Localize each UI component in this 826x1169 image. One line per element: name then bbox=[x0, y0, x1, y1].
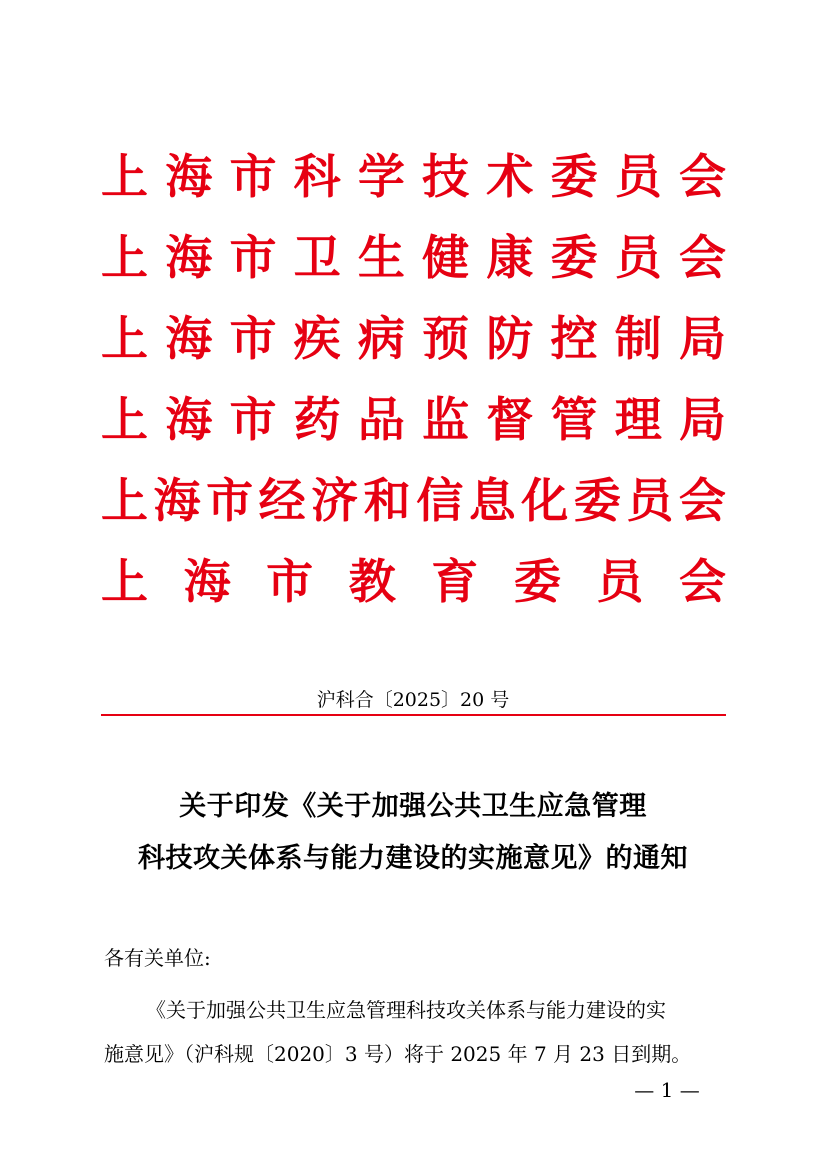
org-row-disease-control-bureau bbox=[101, 299, 726, 380]
org-char: 学 bbox=[357, 150, 405, 205]
org-char: 局 bbox=[678, 393, 726, 448]
org-char: 海 bbox=[153, 474, 201, 529]
org-char: 术 bbox=[486, 150, 534, 205]
org-char: 委 bbox=[573, 474, 621, 529]
org-char: 上 bbox=[101, 150, 148, 205]
org-char: 上 bbox=[101, 555, 148, 610]
document-title bbox=[80, 781, 746, 885]
org-char: 和 bbox=[363, 474, 411, 529]
body-paragraph bbox=[104, 988, 726, 1076]
org-char: 上 bbox=[101, 474, 148, 529]
org-char: 会 bbox=[678, 555, 726, 610]
document-title-line-1: 关于印发《关于加强公共卫生应急管理 bbox=[179, 791, 647, 822]
org-char: 员 bbox=[596, 555, 644, 610]
org-char: 局 bbox=[678, 312, 726, 367]
org-char: 市 bbox=[206, 474, 254, 529]
org-char: 市 bbox=[229, 393, 277, 448]
document-title-line-2: 科技攻关体系与能力建设的实施意见》的通知 bbox=[138, 843, 688, 874]
org-char: 海 bbox=[165, 393, 213, 448]
org-row-education-commission bbox=[101, 542, 726, 623]
org-char: 委 bbox=[513, 555, 561, 610]
org-row-science-technology-commission bbox=[101, 137, 726, 218]
org-char: 教 bbox=[348, 555, 396, 610]
org-char: 上 bbox=[101, 231, 148, 286]
org-char: 海 bbox=[165, 231, 213, 286]
org-char: 海 bbox=[165, 312, 213, 367]
org-char: 健 bbox=[422, 231, 470, 286]
org-char: 员 bbox=[614, 231, 662, 286]
org-char: 市 bbox=[229, 150, 277, 205]
org-row-drug-administration bbox=[101, 380, 726, 461]
org-char: 济 bbox=[311, 474, 359, 529]
org-char: 预 bbox=[422, 312, 470, 367]
org-char: 会 bbox=[678, 474, 726, 529]
red-divider-line bbox=[101, 714, 726, 716]
org-char: 会 bbox=[678, 231, 726, 286]
org-char: 委 bbox=[550, 231, 598, 286]
org-char: 息 bbox=[468, 474, 516, 529]
org-char: 委 bbox=[550, 150, 598, 205]
org-char: 育 bbox=[431, 555, 479, 610]
org-char: 督 bbox=[486, 393, 534, 448]
org-char: 技 bbox=[422, 150, 470, 205]
document-number: 沪科合〔2025〕20 号 bbox=[316, 689, 510, 711]
org-char: 管 bbox=[550, 393, 598, 448]
org-char: 卫 bbox=[293, 231, 341, 286]
org-char: 上 bbox=[101, 312, 148, 367]
org-char: 控 bbox=[550, 312, 598, 367]
org-char: 市 bbox=[229, 231, 277, 286]
org-char: 防 bbox=[486, 312, 534, 367]
org-char: 经 bbox=[258, 474, 306, 529]
org-char: 疾 bbox=[293, 312, 341, 367]
org-char: 品 bbox=[357, 393, 405, 448]
page-number: — 1 — bbox=[634, 1078, 700, 1102]
org-char: 市 bbox=[229, 312, 277, 367]
org-char: 科 bbox=[293, 150, 341, 205]
org-char: 信 bbox=[416, 474, 464, 529]
org-char: 上 bbox=[101, 393, 148, 448]
org-char: 监 bbox=[422, 393, 470, 448]
org-row-health-commission bbox=[101, 218, 726, 299]
body-line-1: 《关于加强公共卫生应急管理科技攻关体系与能力建设的实 bbox=[146, 998, 666, 1022]
body-line-2: 施意见》（沪科规〔2020〕3 号）将于 2025 年 7 月 23 日到期。 bbox=[104, 1042, 692, 1066]
org-char: 海 bbox=[183, 555, 231, 610]
salutation: 各有关单位: bbox=[104, 946, 211, 970]
org-char: 市 bbox=[266, 555, 314, 610]
org-char: 制 bbox=[614, 312, 662, 367]
org-char: 会 bbox=[678, 150, 726, 205]
org-row-economy-informatization-commission bbox=[101, 461, 726, 542]
issuing-organizations-header bbox=[101, 137, 726, 623]
org-char: 生 bbox=[357, 231, 405, 286]
org-char: 病 bbox=[357, 312, 405, 367]
org-char: 员 bbox=[626, 474, 674, 529]
org-char: 康 bbox=[486, 231, 534, 286]
org-char: 海 bbox=[165, 150, 213, 205]
org-char: 理 bbox=[614, 393, 662, 448]
org-char: 化 bbox=[521, 474, 569, 529]
org-char: 药 bbox=[293, 393, 341, 448]
org-char: 员 bbox=[614, 150, 662, 205]
